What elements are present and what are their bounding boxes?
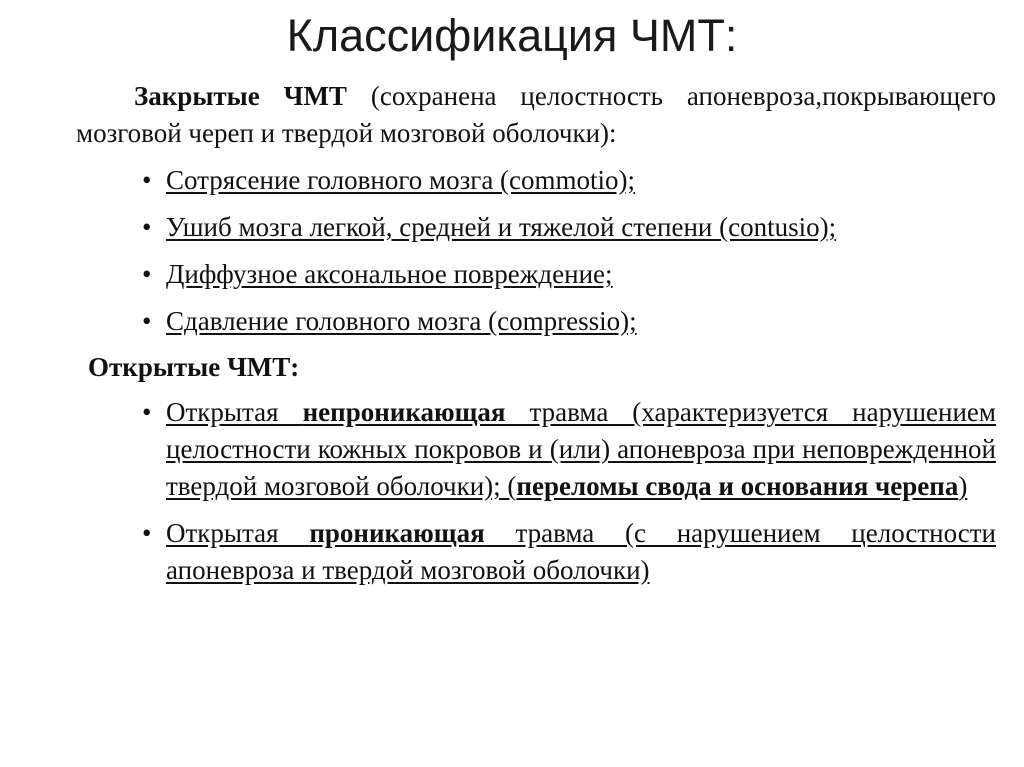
slide-title: Классификация ЧМТ:: [286, 10, 738, 61]
list-item-text: Сдавление головного мозга (compressio);: [166, 306, 637, 336]
list-item-text: [166, 397, 996, 501]
bullet-icon: •: [142, 306, 152, 336]
list-item: [76, 162, 996, 199]
closed-tbi-heading: Закрытые ЧМТ: [134, 81, 347, 111]
list-item: [76, 303, 996, 340]
slide-body: [76, 78, 996, 589]
bullet-icon: •: [142, 212, 152, 242]
bullet-icon: •: [142, 165, 152, 195]
open-item-1-post: ): [958, 471, 968, 501]
open-item-2-pre: Открытая: [166, 518, 310, 548]
list-item-text: Сотрясение головного мозга (commotio);: [166, 165, 636, 195]
open-item-1-bold: непроникающая: [302, 397, 506, 427]
open-item-2-post: травма (с нарушением целостности апоневроза и твердой мозговой оболочки): [166, 518, 997, 585]
open-item-1-mid: травма (характеризуется нарушением целостности кожных покровов и (или) апоневроза при неповрежденной твердой мозговой оболочки); (: [166, 397, 996, 501]
list-item-text: [166, 518, 996, 585]
closed-tbi-list: [76, 162, 996, 340]
open-tbi-list: [76, 394, 996, 589]
closed-tbi-paragraph: [76, 78, 996, 152]
list-item-text: Ушиб мозга легкой, средней и тяжелой степени (contusio);: [166, 212, 837, 242]
bullet-icon: •: [142, 397, 152, 427]
list-item-text: Диффузное аксональное повреждение;: [166, 259, 613, 289]
list-item: [76, 394, 996, 505]
bullet-icon: •: [142, 259, 152, 289]
bullet-icon: •: [142, 518, 152, 548]
closed-tbi-description: (сохранена целостность апоневроза,покрывающего мозговой череп и твердой мозговой оболочки):: [76, 81, 996, 148]
list-item: [76, 256, 996, 293]
open-tbi-heading: Открытые ЧМТ:: [88, 352, 300, 382]
open-item-1-pre: Открытая: [166, 397, 303, 427]
open-item-1-bold2: переломы свода и основания черепа: [516, 471, 959, 501]
list-item: [76, 515, 996, 589]
list-item: [76, 209, 996, 246]
open-item-2-bold: проникающая: [309, 518, 485, 548]
